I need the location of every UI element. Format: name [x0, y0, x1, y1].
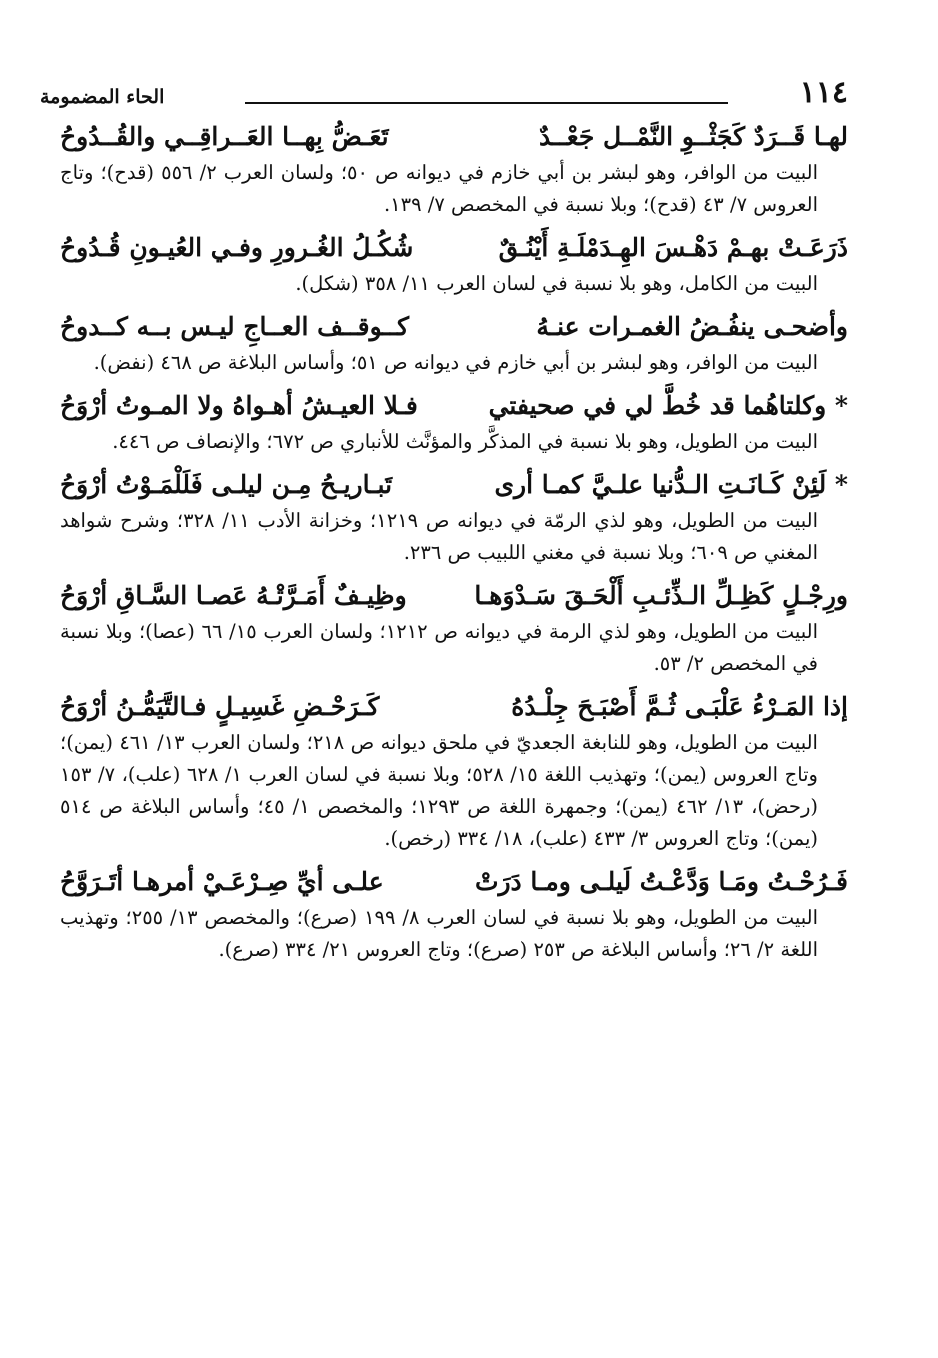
- verse-note: البيت من الطويل، وهو للنابغة الجعديّ في ملحق ديوانه ص ٢١٨؛ ولسان العرب ١٣/ ٤٦١ (يمن)؛ وتاج العروس (يمن)؛ وتهذيب اللغة ١٥/ ٥٢٨؛ وبلا نسبة في لسان العرب ١/ ٦٢٨ (علب)، ٧/ ١٥٣ (رحض)، ١٣/ ٤٦٢ (يمن)؛ وجمهرة اللغة ص ١٢٩٣؛ والمخصص ١/ ٤٥؛ وأساس البلاغة ص ٥١٤ (يمن)؛ وتاج العروس ٣/ ٤٣٣ (علب)، ١٨/ ٣٣٤ (رخص).: [60, 730, 818, 851]
- first-hemistich: ذَرَعَـتْ بهـمْ دَهْـسَ الهِـدَمْلَـةِ أَيْنُـقٌ: [498, 233, 848, 263]
- first-hemistich: ورِجْـلٍ كَظِـلِّ الـذِّئـبِ أَلْحَـقَ سَـدْوَهـا: [474, 580, 848, 610]
- verse-line: [60, 688, 848, 727]
- first-hemistich: وأضحـى ينفُـضُ الغمـرات عنـهُ: [536, 312, 848, 342]
- verse-note: البيت من الطويل، وهو بلا نسبة في المذكَّر والمؤنَّث للأنباري ص ٦٧٢؛ والإنصاف ص ٤٤٦.: [112, 429, 818, 453]
- verse-line: [60, 387, 848, 426]
- second-hemistich: علـى أيِّ صِـرْعَـيْ أمرهـا أتَـرَوَّحُ: [60, 867, 384, 897]
- verse-note: البيت من الكامل، وهو بلا نسبة في لسان العرب ١١/ ٣٥٨ (شكل).: [295, 271, 818, 295]
- verse-line: [60, 308, 848, 347]
- verse-entry: [60, 118, 848, 221]
- verse-line: [60, 466, 848, 505]
- verse-entry: [60, 577, 848, 680]
- running-title: الحاء المضمومة: [40, 86, 165, 108]
- verse-note: البيت من الطويل، وهو لذي الرمّة في ديوانه ص ١٢١٩؛ وخزانة الأدب ١١/ ٣٢٨؛ وشرح شواهد المغني ص ٦٠٩؛ وبلا نسبة في مغني اللبيب ص ٢٣٦.: [60, 508, 818, 564]
- first-hemistich: لهـا قَــرَدٌ كَجَثْــوِ النَّمْــل جَعْــدٌ: [539, 122, 848, 151]
- verse-entry: [60, 466, 848, 569]
- verse-entry: [60, 229, 848, 300]
- verse-note: البيت من الوافر، وهو لبشر بن أبي خازم في ديوانه ص ٥٠؛ ولسان العرب ٢/ ٥٥٦ (قدح)؛ وتاج العروس ٧/ ٤٣ (قدح)؛ وبلا نسبة في المخصص ٧/ ١٣٩.: [60, 160, 818, 216]
- verse-note: البيت من الوافر، وهو لبشر بن أبي خازم في ديوانه ص ٥١؛ وأساس البلاغة ص ٤٦٨ (نفض).: [93, 350, 818, 374]
- page-number: ١١٤: [799, 75, 848, 110]
- verse-entry: [60, 688, 848, 855]
- header-rule: [245, 102, 728, 104]
- second-hemistich: تَعَـضُّ بِهــا العَــراقِــي والقُــدُوحُ: [60, 122, 389, 151]
- second-hemistich: كَـرَحْـضِ غَسِيـلٍ فـالتَّيَمُّـنُ أرْوَحُ: [60, 692, 380, 722]
- first-hemistich: فَـرُحْـتُ ومَـا وَدَّعْـتُ لَيلـى ومـا دَرَتْ: [474, 867, 848, 897]
- verse-line: [60, 863, 848, 902]
- verse-list: [60, 118, 848, 975]
- page-header: [40, 72, 848, 112]
- verse-note: البيت من الطويل، وهو بلا نسبة في لسان العرب ٨/ ١٩٩ (صرع)؛ والمخصص ١٣/ ٢٥٥؛ وتهذيب اللغة ٢/ ٢٦؛ وأساس البلاغة ص ٢٥٣ (صرع)؛ وتاج العروس ٢١/ ٣٣٤ (صرع).: [60, 906, 818, 962]
- verse-entry: [60, 387, 848, 458]
- verse-entry: [60, 863, 848, 966]
- second-hemistich: شُكُـلُ الغُـرورِ وفـي العُيـونِ قُـدُوحُ: [60, 233, 414, 263]
- second-hemistich: كــوقــف العــاجِ ليـس بــه كــدوحُ: [60, 312, 410, 342]
- second-hemistich: وظِيـفٌ أَمَـرَّتْـهُ عَصـا السَّـاقِ أرْوَحُ: [60, 580, 407, 610]
- second-hemistich: تَبـاريـحُ مِـن ليلـى فَلَلْمَـوْتُ أرْوَحُ: [60, 469, 393, 499]
- first-hemistich: إذا المَـرْءُ عَلْبَـى ثُـمَّ أَصْبَـحَ جِلْـدُهُ: [511, 692, 848, 722]
- verse-note: البيت من الطويل، وهو لذي الرمة في ديوانه ص ١٢١٢؛ ولسان العرب ١٥/ ٦٦ (عصا)؛ وبلا نسبة في المخصص ٢/ ٥٣.: [60, 619, 818, 675]
- verse-line: [60, 577, 848, 616]
- second-hemistich: فـلا العيـشُ أهـواهُ ولا المـوتُ أرْوَحُ: [60, 390, 418, 420]
- verse-line: [60, 118, 848, 157]
- verse-entry: [60, 308, 848, 379]
- verse-line: [60, 229, 848, 268]
- first-hemistich: * لَئِنْ كَـانَـتِ الـدُّنيا علـيَّ كمـا أرى: [494, 469, 848, 499]
- first-hemistich: * وكلتاهُما قد خُطَّ لي في صحيفتي: [488, 390, 848, 420]
